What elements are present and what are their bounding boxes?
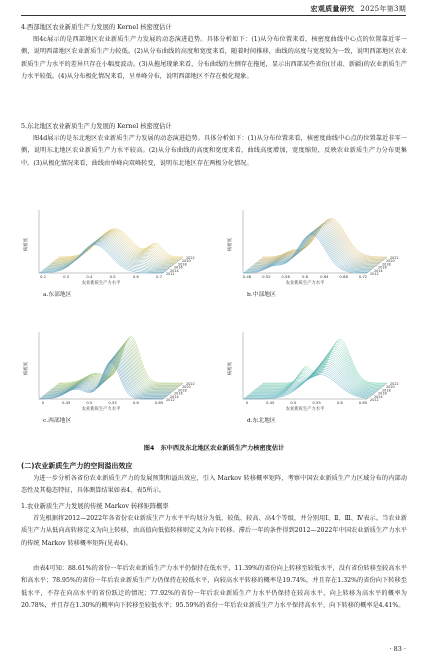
year-tick-label: 2022 [390,382,399,386]
x-tick-label: 0.6 [301,274,309,279]
year-tick-label: 2018 [178,388,187,393]
x-tick-label: 0.48 [242,274,252,279]
x-tick-label: 0.68 [339,274,348,279]
x-tick-label: 0.5 [109,274,116,279]
year-tick-label: 2016 [174,265,183,270]
page-number: · 83 · [389,645,406,653]
panel-b [225,197,405,307]
kernel-plot-east [21,197,201,289]
panel-c-label: c.西部地区 [43,418,72,424]
panel-d [225,317,405,427]
x-tick-label: 0.6 [132,274,139,279]
year-tick-label: 2014 [374,268,383,273]
density-curve [42,243,166,271]
panel-a [21,197,201,307]
markov-heading: 1.农业新质生产力发展的传统 Markov 转移矩阵概率 [21,503,169,510]
x-tick-label: 0.52 [262,274,271,279]
y-axis-title: 核密度 [24,361,29,376]
x-tick-label: 0.2 [39,274,47,279]
northeast-paragraph: 图4d展示的是东北地区农业新质生产力发展的动态演进趋势。具体分析如下：(1)从分布位置来看，核密度曲线中心点的位置靠近非零一侧，说明东北地区农业新质生产力水平较高。(2)从分布曲线的高度和宽度来看，曲线高度增加，宽度缩短，反映农业新质生产力分布更集中。(3)从极化情况来看，曲线由单峰向双峰转变，说明东北地区存在两极分化情况。 [21,135,407,167]
year-tick-label: 2016 [174,391,183,396]
kernel-plot-northeast [225,317,405,415]
x-tick-label: 0.4 [86,274,93,279]
year-tick-label: 2012 [166,272,175,276]
y-axis-title: 核密度 [228,237,233,252]
x-tick-label: 0.65 [154,400,164,405]
x-tick-label: 0.5 [290,400,297,405]
year-tick-label: 2020 [182,385,191,390]
panel-d-label: d.东北地区 [247,418,276,424]
x-tick-label: 0 [245,400,249,405]
west-paragraph: 图4c展示的是西部地区农业新质生产力发展的动态演进趋势。具体分析如下：(1)从分布位置来看，核密度曲线中心点的位置靠近零一侧，说明西部地区农业新质生产力较低。(2)从分布曲线的高度和宽度来看，随着时间推移，曲线的高度与宽度较为一致，说明西部地区农业新质生产力水平的差异只存在小幅度波动。(3)从拖尾现象来看，分布曲线的左侧存在拖尾，显示出西部某些省份(甘肃、新疆)的农业新质生产力水平较低。(4)从分布极化情况来看，呈单峰分布，说明西部地区不存在极化现象。 [21,36,407,80]
x-tick-label: 0.55 [312,400,321,405]
west-heading: 4.西部地区农业新质生产力发展的 Kernel 核密度估计 [21,24,172,31]
x-tick-label: 0.7 [155,274,163,279]
x-tick-label: 0.72 [358,274,368,279]
x-tick-label: 0.55 [108,400,117,405]
year-tick-label: 2016 [378,391,387,396]
journal-title: 宏观质量研究 [310,5,355,13]
x-tick-label: 0.45 [61,400,71,405]
x-tick-label: 0.6 [336,400,343,405]
year-tick-label: 2014 [170,394,179,399]
density-curve [50,236,174,264]
running-header [311,4,406,14]
x-tick-label: 0.45 [265,400,275,405]
figure-4 [21,197,407,455]
issue-label: 2025年第3期 [360,5,406,13]
year-tick-label: 2014 [374,394,383,399]
year-tick-label: 2016 [378,265,387,270]
x-tick-label: 0.64 [320,274,329,279]
x-tick-label: 0.6 [132,400,139,405]
y-axis-title: 核密度 [24,237,29,252]
year-tick-label: 2014 [170,268,179,273]
x-tick-label: 0 [41,400,45,405]
spillover-paragraph: 为进一步分析各省份农业新质生产力的发展预期和溢出效应，引入 Markov 转移概率矩阵，考察中国农业新质生产力区域分布的内部动态性及其稳态特征，具体测算结果如表4、表5所示。 [21,475,407,495]
figure-caption: 图4 东中西及东北地区农业新质生产力核密度估计 [143,445,285,452]
x-tick-label: 0.5 [86,400,93,405]
x-axis-title: 农业新质生产力水平 [81,407,121,412]
markov-paragraph-1: 首先根据将2012—2022年各省份农业新质生产力水平平均划分为低、较低、较高、高4个等级，并分别用Ⅰ、Ⅱ、Ⅲ、Ⅳ表示。当农业新质生产力从低向高转移定义为向上转移，由高值向低值转移则定义为向下转移。滞后一年的条件得到2012—2022年中国农业新质生产力水平的传统 Markov 转移概率矩阵(见表4)。 [21,515,407,547]
year-tick-label: 2022 [186,256,195,260]
year-tick-label: 2012 [370,272,379,276]
year-tick-label: 2012 [166,398,175,402]
year-tick-label: 2020 [386,259,395,264]
x-tick-label: 0.3 [63,274,70,279]
year-tick-label: 2018 [382,262,391,267]
markov-paragraph-2: 由表4可知：88.61%的省份一年后农业新质生产力水平仍保持在低水平，11.39%的省份向上转移至较低水平，没有省份转移至较高水平和高水平；78.95%的省份一年后农业新质生产力仍保持在较低水平，向较高水平转移的概率是19.74%，并且存在1.32%的省份向下转移至低水平，不存在向高水平的省份跃迁的情况；77.92%的省份一年后农业新质生产力水平仍保持在较高水平，向上转移为高水平的概率为20.78%，并且存在1.30%的概率向下转移至较低水平；95.59%的省份一年后农业新质生产力水平保持高水平，向下转移的概率是4.41%。 [21,565,407,609]
x-tick-label: 0.65 [358,400,368,405]
panel-a-label: a.东部地区 [43,292,72,298]
panel-b-label: b.中部地区 [247,292,276,298]
x-axis-title: 农业新质生产力水平 [81,281,121,286]
kernel-plot-central [225,197,405,289]
header-rule [21,15,406,16]
density-curve [256,351,380,388]
spillover-heading: (二)农业新质生产力的空间溢出效应 [21,462,133,470]
year-tick-label: 2020 [386,385,395,390]
year-tick-label: 2012 [370,398,379,402]
density-curve [45,240,169,268]
x-axis-title: 农业新质生产力水平 [285,281,325,286]
year-tick-label: 2022 [186,382,195,386]
year-tick-label: 2018 [382,388,391,393]
year-tick-label: 2022 [390,256,399,260]
year-tick-label: 2020 [182,259,191,264]
y-axis-title: 核密度 [228,361,233,376]
x-tick-label: 0.56 [281,274,290,279]
northeast-heading: 5.东北地区农业新质生产力发展的 Kernel 核密度估计 [21,123,172,130]
panel-c [21,317,201,427]
kernel-plot-west [21,317,201,415]
year-tick-label: 2018 [178,262,187,267]
x-axis-title: 农业新质生产力水平 [285,407,325,412]
